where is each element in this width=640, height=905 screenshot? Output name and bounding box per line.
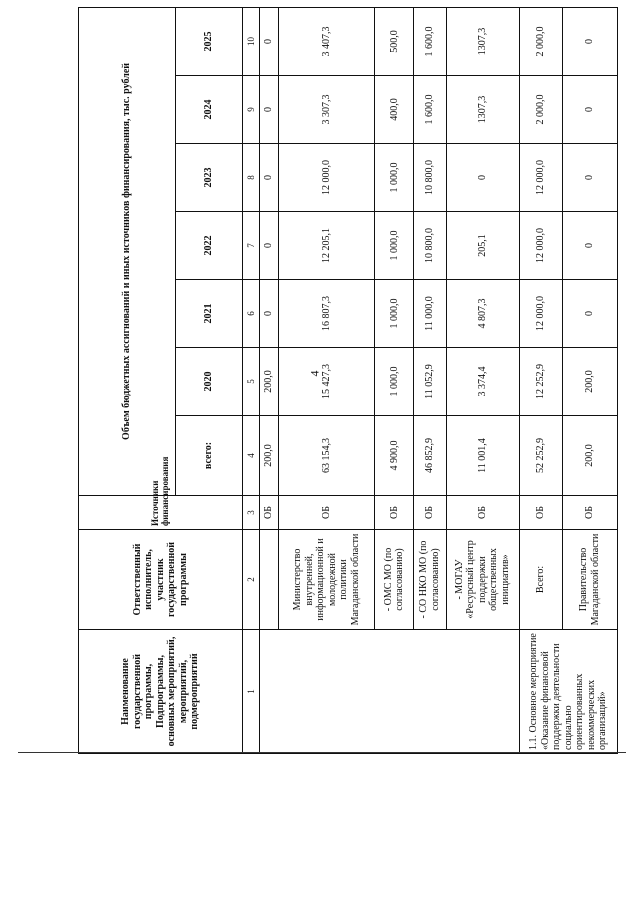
cell-value: 0 bbox=[260, 212, 279, 280]
column-number: 5 bbox=[242, 348, 259, 416]
cell-value: 2 000,0 bbox=[519, 7, 562, 75]
header-name: Наименование государственной программы, Подпрограммы, основных мероприятий, мероприятий, подмероприятий bbox=[79, 630, 243, 754]
cell-executor: - МОГАУ «Ресурсный центр поддержки общественных инициатив» bbox=[446, 530, 519, 630]
cell-value: 1307,3 bbox=[446, 7, 519, 75]
page-number: 4 bbox=[307, 370, 322, 377]
cell-value: 3 374,4 bbox=[446, 348, 519, 416]
cell-value: 0 bbox=[562, 76, 617, 144]
cell-value: 400,0 bbox=[375, 76, 414, 144]
column-number: 4 bbox=[242, 416, 259, 496]
cell-source: ОБ bbox=[260, 496, 279, 530]
cell-value: 0 bbox=[260, 280, 279, 348]
page-divider bbox=[18, 752, 626, 753]
rotated-page-content bbox=[78, 8, 618, 754]
cell-source: ОБ bbox=[375, 496, 414, 530]
cell-executor: Министерство внутренней, информационной и молодежной политики Магаданской области bbox=[279, 530, 375, 630]
cell-value: 200,0 bbox=[562, 348, 617, 416]
column-number: 2 bbox=[242, 530, 259, 630]
column-number: 7 bbox=[242, 212, 259, 280]
cell-executor bbox=[260, 530, 279, 630]
cell-value: 3 307,3 bbox=[279, 76, 375, 144]
cell-executor: - ОМС МО (по согласованию) bbox=[375, 530, 414, 630]
cell-value: 12 000,0 bbox=[279, 144, 375, 212]
header-year: 2023 bbox=[176, 144, 243, 212]
cell-value: 12 000,0 bbox=[519, 280, 562, 348]
cell-value: 12 000,0 bbox=[519, 212, 562, 280]
cell-value: 1 000,0 bbox=[375, 348, 414, 416]
header-funding-group: Объем бюджетных ассигнований и иных источников финансирования, тыс. рублей bbox=[79, 7, 176, 495]
cell-value: 205,1 bbox=[446, 212, 519, 280]
rotated-table-area bbox=[78, 8, 618, 754]
header-year: 2024 bbox=[176, 76, 243, 144]
header-executor: Ответственный исполнитель, участник государственной программы bbox=[79, 530, 243, 630]
cell-value: 500,0 bbox=[375, 7, 414, 75]
column-number: 8 bbox=[242, 144, 259, 212]
table-row bbox=[519, 7, 562, 753]
cell-value: 12 000,0 bbox=[519, 144, 562, 212]
cell-name: 1.1. Основное мероприятие «Оказание финансовой поддержки деятельности социально ориентированных некоммерческих организаций» bbox=[519, 630, 617, 754]
cell-executor: Всего: bbox=[519, 530, 562, 630]
column-number: 6 bbox=[242, 280, 259, 348]
cell-value: 200,0 bbox=[260, 348, 279, 416]
cell-value: 0 bbox=[562, 144, 617, 212]
cell-value: 10 800,0 bbox=[414, 144, 446, 212]
cell-executor: Правительство Магаданской области bbox=[562, 530, 617, 630]
column-number: 3 bbox=[242, 496, 259, 530]
cell-value: 2 000,0 bbox=[519, 76, 562, 144]
cell-value: 200,0 bbox=[562, 416, 617, 496]
cell-value: 1 000,0 bbox=[375, 212, 414, 280]
cell-value: 1 000,0 bbox=[375, 144, 414, 212]
header-year: 2020 bbox=[176, 348, 243, 416]
header-source: Источники финансирования bbox=[79, 496, 243, 530]
cell-value: 0 bbox=[260, 144, 279, 212]
header-year: 2022 bbox=[176, 212, 243, 280]
cell-value: 12 252,9 bbox=[519, 348, 562, 416]
cell-name bbox=[260, 630, 520, 754]
cell-value: 1 600,0 bbox=[414, 76, 446, 144]
funding-table bbox=[78, 7, 618, 754]
cell-source: ОБ bbox=[519, 496, 562, 530]
cell-value: 4 807,3 bbox=[446, 280, 519, 348]
cell-value: 200,0 bbox=[260, 416, 279, 496]
header-year: 2021 bbox=[176, 280, 243, 348]
column-number: 9 bbox=[242, 76, 259, 144]
cell-value: 0 bbox=[562, 212, 617, 280]
column-number: 1 bbox=[242, 630, 259, 754]
cell-source: ОБ bbox=[562, 496, 617, 530]
cell-value: 0 bbox=[260, 7, 279, 75]
column-number: 10 bbox=[242, 7, 259, 75]
cell-value: 52 252,9 bbox=[519, 416, 562, 496]
cell-executor: - СО НКО МО (по согласованию) bbox=[414, 530, 446, 630]
cell-source: ОБ bbox=[279, 496, 375, 530]
cell-value: 12 205,1 bbox=[279, 212, 375, 280]
cell-value: 0 bbox=[260, 76, 279, 144]
cell-value: 1307,3 bbox=[446, 76, 519, 144]
cell-value: 16 807,3 bbox=[279, 280, 375, 348]
cell-value: 11 001,4 bbox=[446, 416, 519, 496]
cell-value: 1 000,0 bbox=[375, 280, 414, 348]
header-year: 2025 bbox=[176, 7, 243, 75]
cell-value: 0 bbox=[446, 144, 519, 212]
cell-value: 3 407,3 bbox=[279, 7, 375, 75]
cell-value: 10 800,0 bbox=[414, 212, 446, 280]
cell-value: 46 852,9 bbox=[414, 416, 446, 496]
cell-value: 4 900,0 bbox=[375, 416, 414, 496]
cell-value: 15 427,3 bbox=[279, 348, 375, 416]
cell-value: 0 bbox=[562, 7, 617, 75]
cell-source: ОБ bbox=[414, 496, 446, 530]
cell-value: 1 600,0 bbox=[414, 7, 446, 75]
cell-source: ОБ bbox=[446, 496, 519, 530]
cell-value: 0 bbox=[562, 280, 617, 348]
cell-value: 11 000,0 bbox=[414, 280, 446, 348]
cell-value: 11 052,9 bbox=[414, 348, 446, 416]
header-year: всего: bbox=[176, 416, 243, 496]
table-row bbox=[260, 7, 279, 753]
cell-value: 63 154,3 bbox=[279, 416, 375, 496]
